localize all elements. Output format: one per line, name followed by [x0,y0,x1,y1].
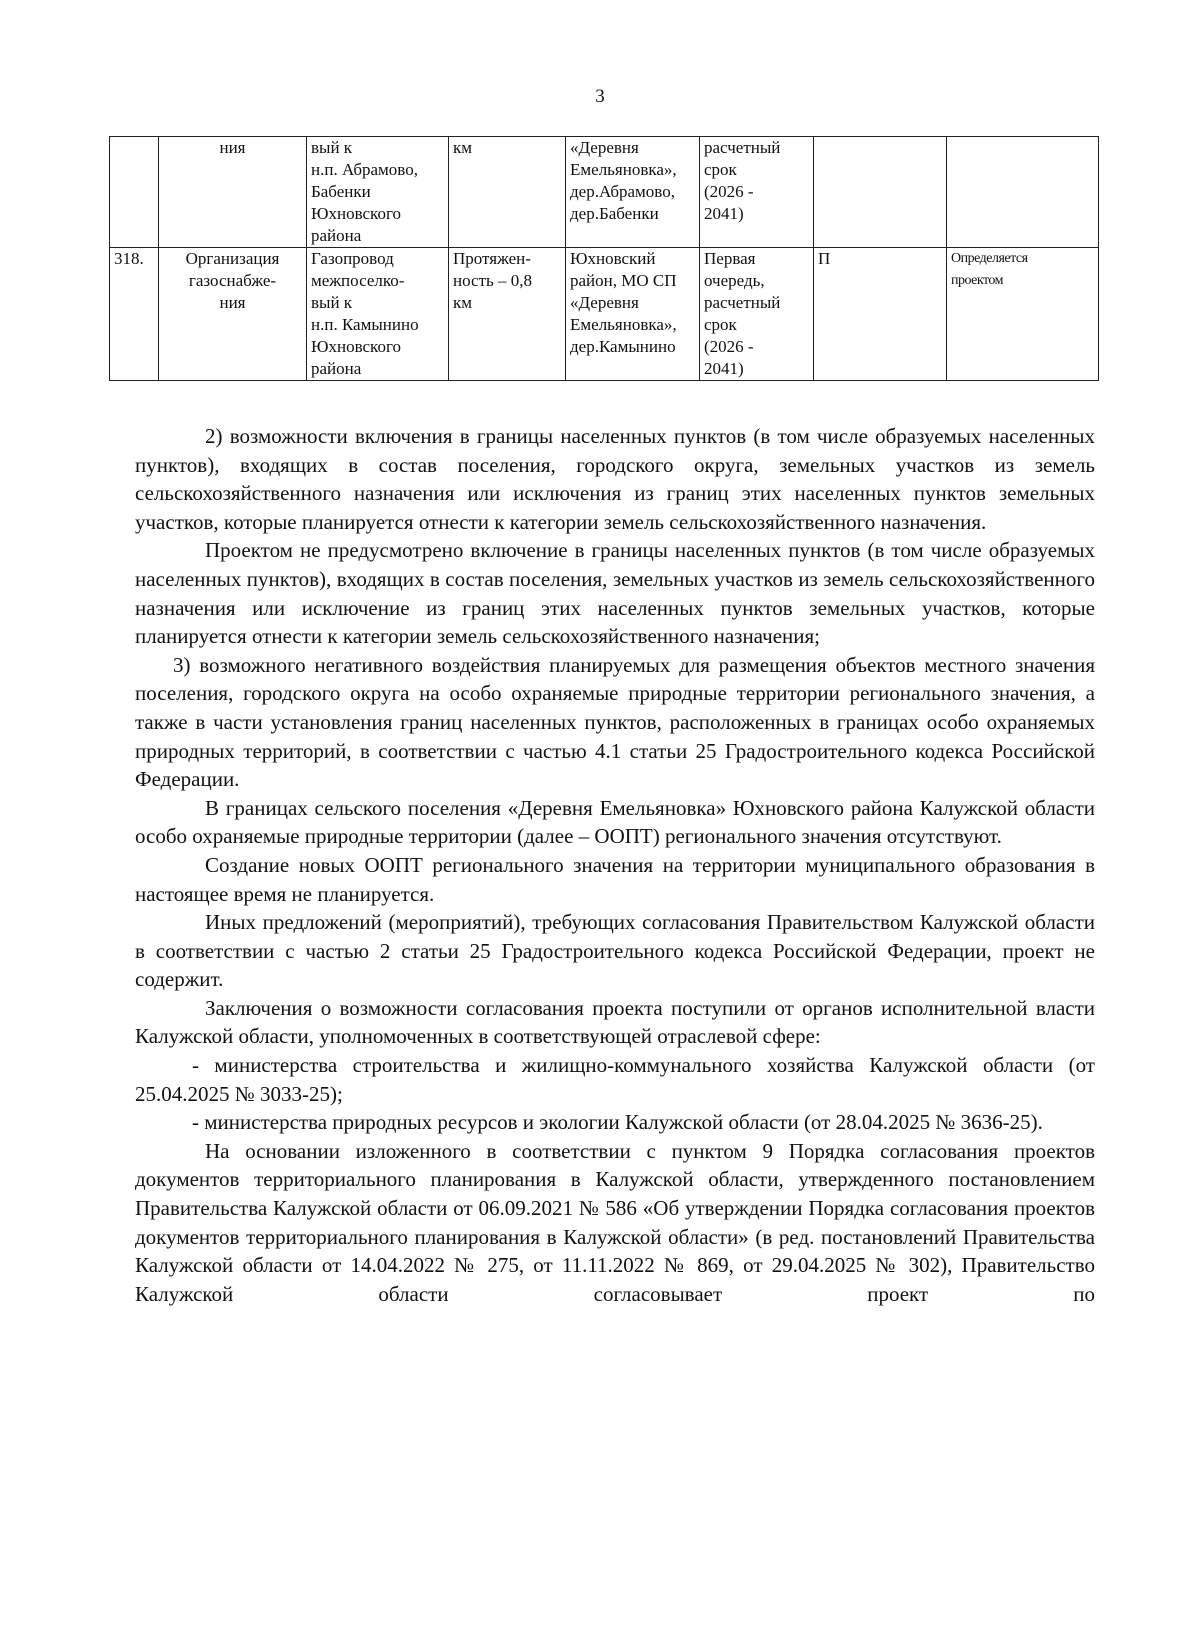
characteristics-cell: км [449,137,566,248]
paragraph-ministry-construction: - министерства строительства и жилищно-коммунального хозяйства Калужской области (от 25.04.2025 № 3033-25); [135,1053,1095,1106]
paragraph-other-proposals: Иных предложений (мероприятий), требующих согласования Правительством Калужской области в соответствии с частью 2 статьи 25 Градостроительного кодекса Российской Федерации, проект не содержит. [135,910,1095,992]
purpose-cell: ния [159,137,307,248]
characteristics-cell: Протяжен- ность – 0,8 км [449,248,566,381]
page-number: 3 [595,86,605,107]
term-cell: Первая очередь, расчетный срок (2026 - 2041) [700,248,814,381]
paragraph-conclusions: Заключения о возможности согласования проекта поступили от органов исполнительной власти Калужской области, уполномоченных в соответствующей отраслевой сфере: [135,995,1095,1049]
paragraph-no-inclusion: Проектом не предусмотрено включение в границы населенных пунктов (в том числе образуемых населенных пунктов), входящих в состав поселения, земельных участков из земель сельскохозяйственного назначения или исключение из границ этих населенных пунктов земельных участков, которые планируется отнести к категории земель сельскохозяйственного назначения; [135,538,1095,649]
table-row [110,248,1099,381]
status-cell [814,137,947,248]
note-cell: Определяется проектом [947,248,1099,381]
paragraph-ministry-nature: - министерства природных ресурсов и экологии Калужской области (от 28.04.2025 № 3636-25). [192,1110,1043,1135]
object-cell: вый к н.п. Абрамово, Бабенки Юхновского района [307,137,449,248]
paragraph-oopt-absent: В границах сельского поселения «Деревня Емельяновка» Юхновского района Калужской области особо охраняемые природные территории (далее – ООПТ) регионального значения отсутствуют. [135,795,1095,849]
table-row [110,137,1099,248]
paragraph-inclusion-possibility: 2) возможности включения в границы населенных пунктов (в том числе образуемых населенных пунктов), входящих в состав поселения, городского округа, земельных участков из земель сельскохозяйственного назначения или исключения из границ этих населенных пунктов земельных участков, которые планируется отнести к категории земель сельскохозяйственного назначения. [135,424,1095,534]
row-number-cell [110,137,159,248]
objects-table [109,136,1099,381]
paragraph-negative-impact: 3) возможного негативного воздействия планируемых для размещения объектов местного значения поселения, городского округа на особо охраняемые природные территории регионального значения, а также в части установления границ населенных пунктов, расположенных в границах особо охраняемых природных территорий, в соответствии с частью 4.1 статьи 25 Градостроительного кодекса Российской Федерации. [135,652,1095,792]
document-body [135,422,1095,1308]
row-number-cell: 318. [110,248,159,381]
status-cell: П [814,248,947,381]
object-cell: Газопровод межпоселко- вый к н.п. Камынино Юхновского района [307,248,449,381]
note-cell [947,137,1099,248]
purpose-cell: Организация газоснабже- ния [159,248,307,381]
location-cell: Юхновский район, МО СП «Деревня Емельяновка», дер.Камынино [566,248,700,381]
location-cell: «Деревня Емельяновка», дер.Абрамово, дер.Бабенки [566,137,700,248]
paragraph-new-oopt: Создание новых ООПТ регионального значения на территории муниципального образования в настоящее время не планируется. [135,852,1095,906]
paragraph-basis: На основании изложенного в соответствии с пунктом 9 Порядка согласования проектов документов территориального планирования в Калужской области, утвержденного постановлением Правительства Калужской области от 06.09.2021 № 586 «Об утверждении Порядка согласования проектов документов территориального планирования в Калужской области» (в ред. постановлений Правительства Калужской области от 14.04.2022 № 275, от 11.11.2022 № 869, от 29.04.2025 № 302), Правительство Калужской области согласовывает проект по [135,1138,1095,1306]
term-cell: расчетный срок (2026 - 2041) [700,137,814,248]
